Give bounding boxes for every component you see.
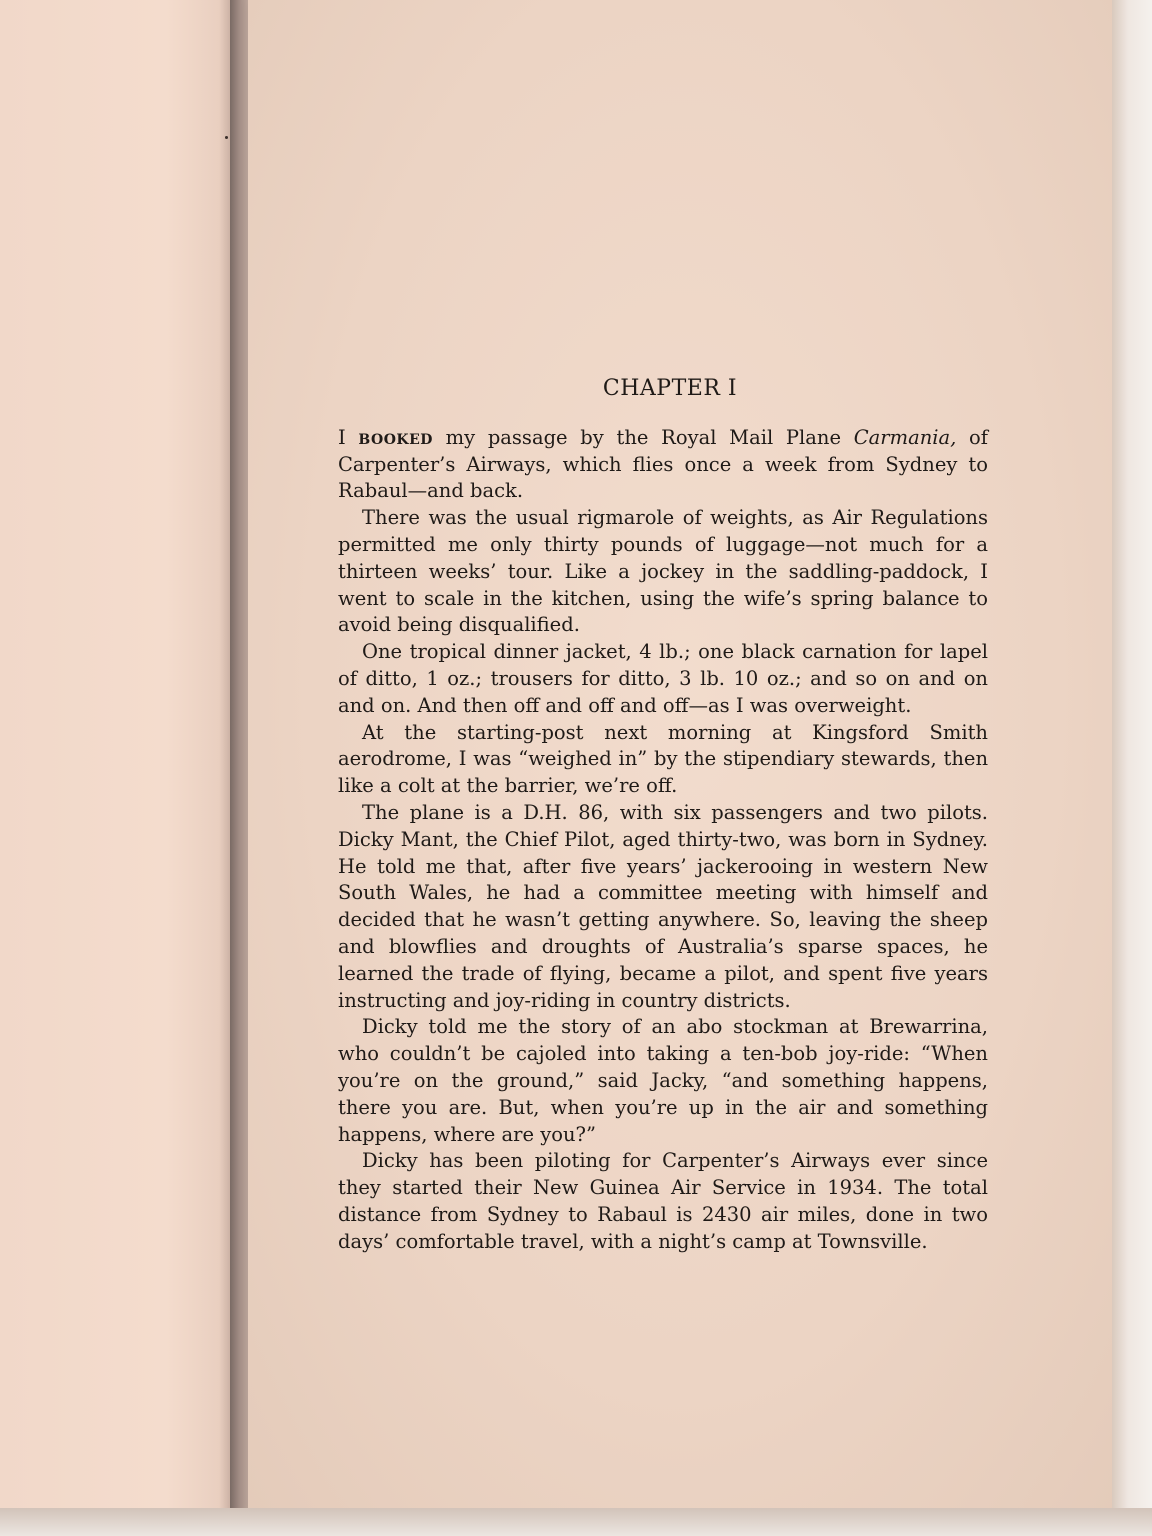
paragraph-6: Dicky told me the story of an abo stockman at Brewarrina, who couldn’t be cajoled into taking a ten-bob joy-ride: “When you’re on the ground,” said Jacky, “and something happens, there you are. But, when you’re up in the air and something happens, where are you?” bbox=[338, 1015, 988, 1146]
paragraph-2: There was the usual rigmarole of weights, as Air Regulations permitted me only thirty pounds of luggage—not much for a thirteen weeks’ tour. Like a jockey in the saddling-paddock, I went to scale in the kitchen, using the wife’s spring balance to avoid being disqualified. bbox=[338, 506, 988, 637]
page-edge bbox=[1112, 0, 1152, 1508]
plane-name: Carmania, bbox=[853, 425, 957, 449]
chapter-title: CHAPTER I bbox=[602, 376, 738, 401]
chapter-text bbox=[338, 372, 988, 1256]
paragraph-7: Dicky has been piloting for Carpenter’s Airways ever since they started their New Guinea Air Service in 1934. The total distance from Sydney to Rabaul is 2430 air miles, done in two days’ comfortable travel, with a night’s camp at Townsville. bbox=[338, 1149, 988, 1253]
ink-speck bbox=[225, 136, 228, 139]
paragraph-1-text-a: my passage by the Royal Mail Plane bbox=[432, 425, 854, 449]
dropcap: I bbox=[338, 425, 346, 449]
left-page bbox=[0, 0, 238, 1536]
paragraph-4: At the starting-post next morning at Kingsford Smith aerodrome, I was “weighed in” by the stipendiary stewards, then like a colt at the barrier, we’re off. bbox=[338, 720, 988, 798]
paragraph-1 bbox=[338, 425, 988, 505]
small-caps-word: booked bbox=[358, 425, 433, 449]
paragraph-3: One tropical dinner jacket, 4 lb.; one black carnation for lapel of ditto, 1 oz.; trousers for ditto, 3 lb. 10 oz.; and so on and on and on. And then off and off and off—as I was overweight. bbox=[338, 640, 988, 717]
paragraph-5: The plane is a D.H. 86, with six passengers and two pilots. Dicky Mant, the Chief Pilot, aged thirty-two, was born in Sydney. He told me that, after five years’ jackerooing in western New South Wales, he had a committee meeting with himself and decided that he wasn’t getting anywhere. So, leaving the sheep and blowflies and droughts of Australia’s sparse spaces, he learned the trade of flying, became a pilot, and spent five years instructing and joy-riding in country districts. bbox=[338, 800, 988, 1012]
page-bottom-edge bbox=[0, 1508, 1152, 1536]
paragraph-1-text-b: of Carpenter’s Airways, which flies once a week from Sydney to Rabaul—and back. bbox=[338, 425, 989, 503]
